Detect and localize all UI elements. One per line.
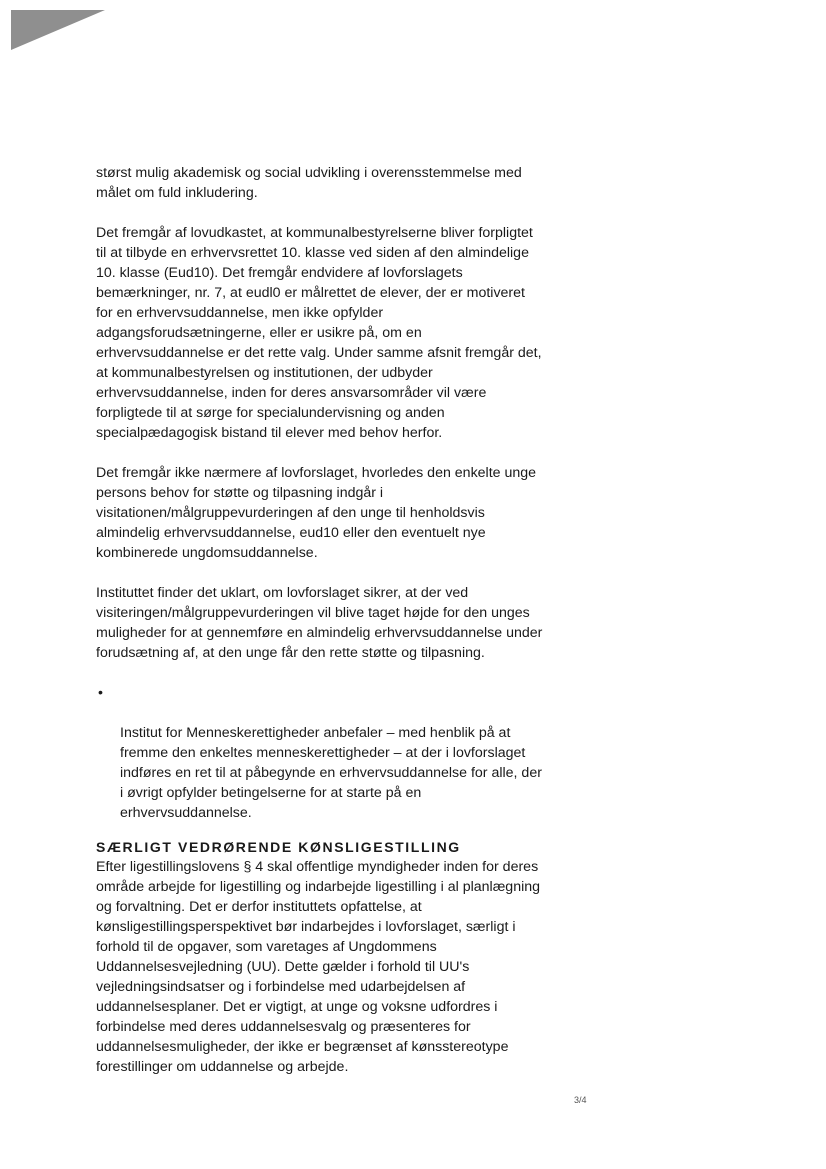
paragraph-institute-opinion: Instituttet finder det uklart, om lovforslaget sikrer, at der ved visiteringen/målgruppevurderingen vil blive taget højde for den unges muligheder for at gennemføre en almindelig erhvervsuddannelse under forudsætning af, at den unge får den rette støtte og tilpasning. xyxy=(96,585,543,661)
recommendation-item xyxy=(96,683,568,823)
recommendation-text: Institut for Menneskerettigheder anbefaler – med henblik på at fremme den enkeltes menneskerettigheder – at der i lovforslaget indføres en ret til at påbegynde en erhvervsuddannelse for alle, der i øvrigt opfylder betingelserne for at starte på en erhvervsuddannelse. xyxy=(120,725,542,821)
section-heading-gender-equality: SÆRLIGT VEDRØRENDE KØNSLIGESTILLING xyxy=(96,839,461,855)
paragraph-eud10: Det fremgår af lovudkastet, at kommunalbestyrelserne bliver forpligtet til at tilbyde en erhvervsrettet 10. klasse ved siden af den almindelige 10. klasse (Eud10). Det fremgår endvidere af lovforslagets bemærkninger, nr. 7, at eudl0 er målrettet de elever, der er motiveret for en erhvervsuddannelse, men ikke opfylder adgangsforudsætningerne, eller er usikre på, om en erhvervsuddannelse er det rette valg. Under samme afsnit fremgår det, at kommunalbestyrelsen og institutionen, der udbyder erhvervsuddannelse, inden for deres ansvarsområder vil være forpligtede til at sørge for specialundervisning og anden specialpædagogisk bistand til elever med behov herfor. xyxy=(96,225,542,441)
recommendation-list xyxy=(96,683,568,823)
paragraph-visitation: Det fremgår ikke nærmere af lovforslaget, hvorledes den enkelte unge persons behov for støtte og tilpasning indgår i visitationen/målgruppevurderingen af den unge til henholdsvis almindelig erhvervsuddannelse, eud10 eller den eventuelt nye kombinerede ungdomsuddannelse. xyxy=(96,465,537,561)
paragraph-continued: størst mulig akademisk og social udvikling i overensstemmelse med målet om fuld inkludering. xyxy=(96,165,522,201)
corner-scan-mark xyxy=(11,10,105,50)
bullet-icon: • xyxy=(98,685,103,701)
document-body xyxy=(96,163,568,1077)
section-body-gender-equality: Efter ligestillingslovens § 4 skal offentlige myndigheder inden for deres område arbejde for ligestilling og indarbejde ligestilling i al planlægning og forvaltning. Det er derfor instituttets opfattelse, at kønsligestillingsperspektivet bør indarbejdes i lovforslaget, særligt i forhold til de opgaver, som varetages af Ungdommens Uddannelsesvejledning (UU). Dette gælder i forhold til UU's vejledningsindsatser og i forbindelse med udarbejdelsen af uddannelsesplaner. Det er vigtigt, at unge og voksne udfordres i forbindelse med deres uddannelsesvalg og præsenteres for uddannelsesmuligheder, der ikke er begrænset af kønsstereotype forestillinger om uddannelse og arbejde. xyxy=(96,859,541,1075)
corner-scan-mark-shape xyxy=(11,10,105,50)
page-number: 3/4 xyxy=(574,1095,587,1105)
